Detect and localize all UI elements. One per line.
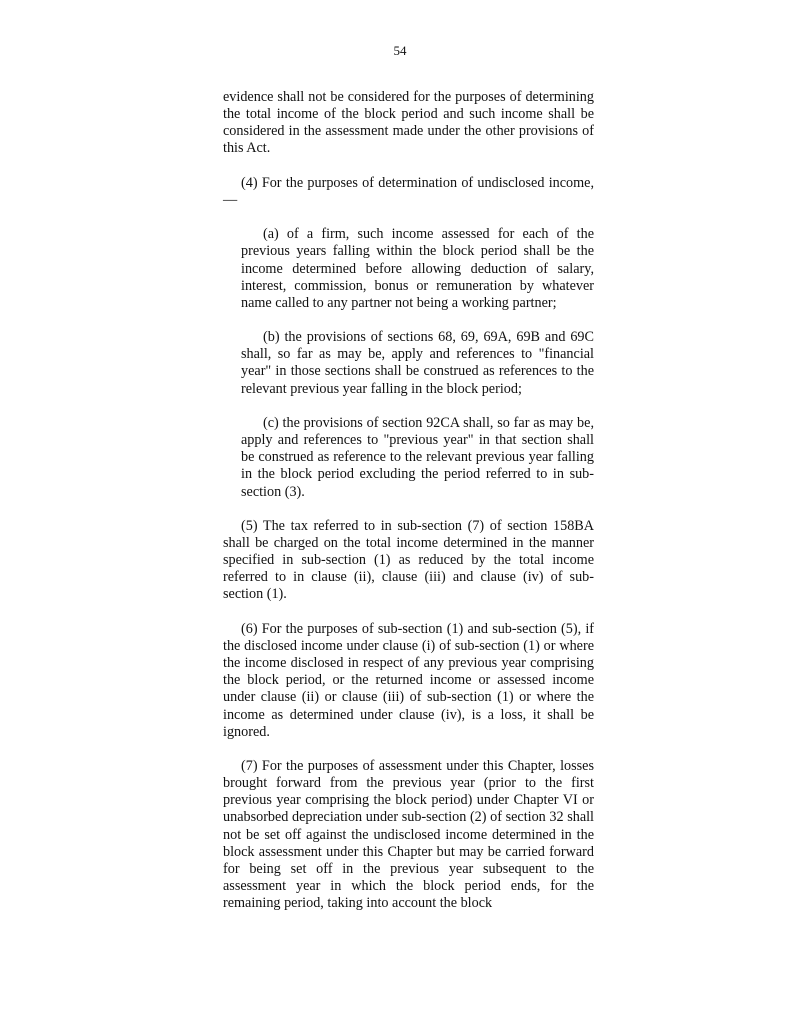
paragraph-subsection-6: (6) For the purposes of sub-section (1) and sub-section (5), if the disclosed income under clause (i) of sub-section (1) or where the income disclosed in respect of any previous year comprising the block period, or the returned income or assessed income under clause (ii) or clause (iii) of sub-section (1) or where the income as determined under clause (iv), is a loss, it shall be ignored.: [223, 620, 594, 740]
paragraph-clause-b: (b) the provisions of sections 68, 69, 69A, 69B and 69C shall, so far as may be, apply and references to "financial year" in those sections shall be construed as references to the relevant previous year falling in the block period;: [241, 329, 594, 397]
document-body: [223, 89, 594, 912]
paragraph-clause-c: (c) the provisions of section 92CA shall, so far as may be, apply and references to "previous year" in that section shall be construed as reference to the relevant previous year falling in the block period excluding the period referred to in sub-section (3).: [241, 414, 594, 500]
page-number: 54: [393, 43, 407, 58]
paragraph-subsection-4: (4) For the purposes of determination of undisclosed income,—: [223, 174, 594, 208]
paragraph-continuation: evidence shall not be considered for the purposes of determining the total income of the block period and such income shall be considered in the assessment made under the other provisions of this Act.: [223, 89, 594, 157]
paragraph-subsection-7: (7) For the purposes of assessment under this Chapter, losses brought forward from the previous year (prior to the first previous year comprising the block period) under Chapter VI or unabsorbed depreciation under sub-section (2) of section 32 shall not be set off against the undisclosed income determined in the block assessment under this Chapter but may be carried forward for being set off in the previous year subsequent to the assessment year in which the block period ends, for the remaining period, taking into account the block: [223, 757, 594, 912]
paragraph-subsection-5: (5) The tax referred to in sub-section (7) of section 158BA shall be charged on the total income determined in the manner specified in sub-section (1) as reduced by the total income referred to in clause (ii), clause (iii) and clause (iv) of sub-section (1).: [223, 517, 594, 603]
paragraph-clause-a: (a) of a firm, such income assessed for each of the previous years falling within the block period shall be the income determined before allowing deduction of salary, interest, commission, bonus or remuneration by whatever name called to any partner not being a working partner;: [241, 226, 594, 311]
